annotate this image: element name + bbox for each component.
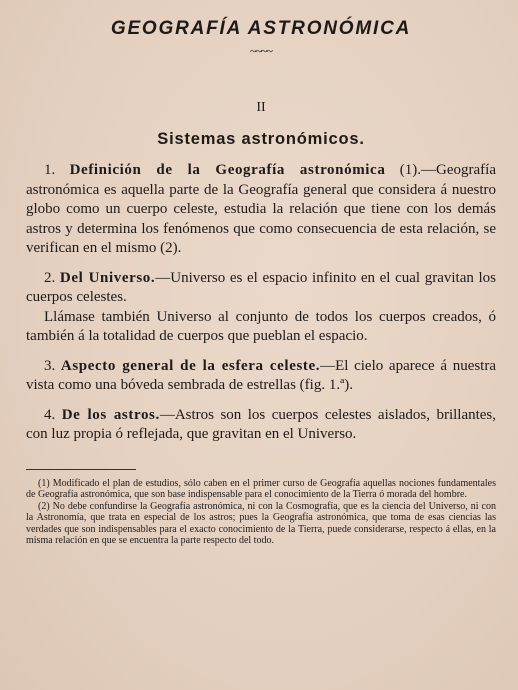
section-number: 3. bbox=[44, 357, 56, 374]
section-text: —Astros son los cuerpos celestes aislados, brillantes, con luz propia ó reflejada, que gravitan en el Universo. bbox=[26, 406, 497, 442]
section-text: —Universo es el espacio infinito en el cual gravitan los cuerpos celestes. bbox=[26, 269, 497, 305]
section-title: Aspecto general de la esfera celeste. bbox=[60, 357, 321, 374]
section-title: De los astros. bbox=[61, 406, 160, 423]
section-number: 1. bbox=[44, 162, 56, 178]
body-text bbox=[26, 161, 496, 445]
section-text: —El cielo aparece á nuestra vista como una bóveda sembrada de estrellas (fig. 1.ª). bbox=[26, 357, 497, 393]
section-title: Definición de la Geografía astronómica bbox=[69, 162, 386, 178]
chapter-title: Sistemas astronómicos. bbox=[157, 130, 365, 148]
section-text: Llámase también Universo al conjunto de todos los cuerpos creados, ó también á la totalidad de cuerpos que pueblan el espacio. bbox=[26, 308, 496, 344]
section-1 bbox=[26, 161, 496, 259]
section-2 bbox=[26, 269, 496, 308]
section-title: Del Universo. bbox=[59, 269, 156, 286]
footnote-1: (1) Modificado el plan de estudios, sólo caben en el primer curso de Geografía aquellas nociones fundamentales de Geografía astronómica, que son base indispensable para el conocimiento de la Tierra ó morada del hombre. bbox=[26, 477, 496, 501]
section-2-continuation bbox=[26, 308, 496, 347]
section-3 bbox=[26, 357, 496, 396]
footnotes bbox=[26, 478, 496, 548]
ornament: ~~~~ bbox=[250, 44, 272, 58]
section-number: 4. bbox=[44, 406, 56, 423]
section-4 bbox=[26, 406, 496, 445]
footnote-2: (2) No debe confundirse la Geografía astronómica, ni con la Cosmografía, que es la ciencia del Universo, ni con la Astronomía, que trata en especial de los astros; pues la Geografía astronómica, que toma de esas ciencias las verdades que son indispensables para el exacto conocimiento de la Tierra, puede considerarse, respecto á ellas, en la misma relación en que se encuentra la parte respecto del todo. bbox=[26, 500, 496, 547]
chapter-number: II bbox=[256, 100, 266, 115]
footnote-rule bbox=[26, 469, 136, 470]
section-number: 2. bbox=[44, 269, 56, 286]
section-text: (1).—Geografía astronómica es aquella parte de la Geografía general que considera á nuestro globo como un cuerpo celeste, estudia la relación que tiene con los demás astros y determina los fenómenos que como consecuencia de esta relación, se verifican en el mismo (2). bbox=[26, 162, 496, 256]
running-head: GEOGRAFÍA ASTRONÓMICA bbox=[110, 18, 412, 39]
